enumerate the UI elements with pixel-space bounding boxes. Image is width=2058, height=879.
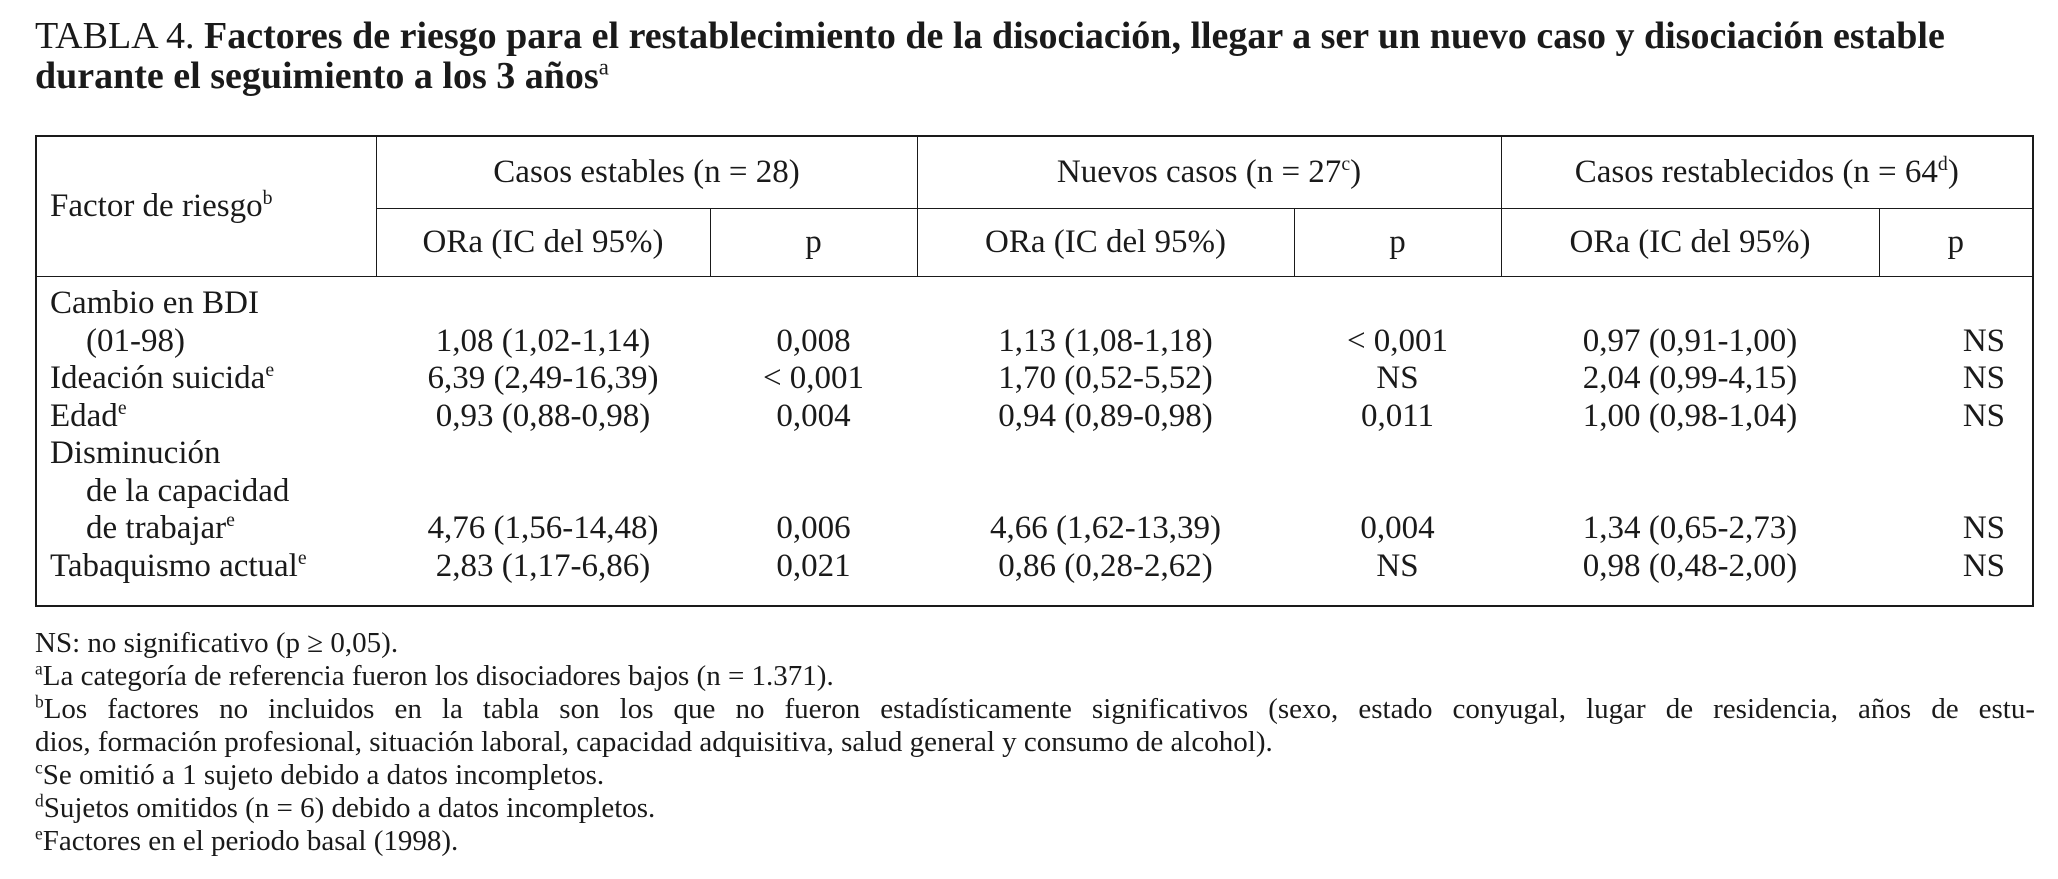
table-body <box>36 277 2033 607</box>
risk-factors-table <box>35 135 2034 607</box>
cell: 2,04 (0,99-4,15) <box>1582 360 1798 396</box>
cell: 0,97 (0,91-1,00) <box>1582 322 1798 359</box>
cell: 6,39 (2,49-16,39) <box>427 360 659 396</box>
row-label: Disminución <box>50 435 221 471</box>
col-stable-or <box>376 277 710 607</box>
table-title <box>35 16 2025 96</box>
title-text: Factores de riesgo para el restablecimiento de la disociación, llegar a ser un nuevo caso y disociación estable durante el seguimiento a los 3 años <box>35 15 1945 97</box>
col-new-or <box>917 277 1294 607</box>
sub-header-p: p <box>1294 209 1501 277</box>
sub-header-p: p <box>1879 209 2033 277</box>
footnote-b-line2: dios, formación profesional, situación laboral, capacidad adquisitiva, salud general y consumo de alcohol). <box>35 726 1273 758</box>
cell: NS <box>1962 360 2006 396</box>
cell: 1,00 (0,98-1,04) <box>1582 397 1798 434</box>
group-header-stable: Casos estables (n = 28) <box>376 136 917 209</box>
footnote-ns: NS: no significativo (p ≥ 0,05). <box>35 627 399 659</box>
cell: 0,021 <box>776 547 851 584</box>
cell: NS <box>1376 360 1419 396</box>
row-label: Edad$^e$ <box>50 396 127 434</box>
footnotes <box>35 627 2035 858</box>
cell: 1,08 (1,02-1,14) <box>435 322 651 359</box>
cell: 1,34 (0,65-2,73) <box>1582 510 1798 546</box>
cell: 2,83 (1,17-6,86) <box>435 547 651 584</box>
sub-header-or: ORa (IC del 95%) <box>1501 209 1879 277</box>
cell: 0,008 <box>776 322 851 359</box>
cell: 0,98 (0,48-2,00) <box>1582 547 1798 584</box>
cell: NS <box>1962 322 2006 359</box>
col-restored-p <box>1879 277 2033 607</box>
cell: < 0,001 <box>762 360 865 396</box>
cell: 1,70 (0,52-5,52) <box>998 360 1213 396</box>
cell: 0,004 <box>776 397 851 434</box>
footnote-b-line1: $^b$Los factores no incluidos en la tabla son los que no fueron estadísticamente significativos (sexo, estado conyugal, lugar de residencia, años de estu- <box>35 691 2035 725</box>
group-header-new: Nuevos casos $(n = 27^c)$ <box>917 136 1501 209</box>
row-label: Tabaquismo actual$^e$ <box>50 546 307 584</box>
factor-labels <box>36 277 376 607</box>
row-label: (01-98) <box>86 322 185 359</box>
cell: 0,86 (0,28-2,62) <box>998 547 1213 584</box>
title-sup: a <box>598 54 609 80</box>
footnote-a: $^a$La categoría de referencia fueron los disociadores bajos (n = 1.371). <box>35 658 834 692</box>
sub-header-or: ORa (IC del 95%) <box>917 209 1294 277</box>
cell: 0,004 <box>1360 510 1435 546</box>
factor-header: Factor de riesgo$^b$ <box>36 136 376 277</box>
cell: 1,13 (1,08-1,18) <box>998 322 1213 359</box>
cell: NS <box>1962 547 2006 584</box>
cell: NS <box>1376 547 1419 584</box>
col-restored-or <box>1501 277 1879 607</box>
row-label: de la capacidad <box>86 472 290 509</box>
cell: NS <box>1962 510 2006 546</box>
row-label: Ideación suicida$^e$ <box>50 359 275 396</box>
title-label: TABLA 4. <box>35 15 195 57</box>
footnote-e: $^e$Factores en el periodo basal (1998). <box>35 823 459 857</box>
footnote-c: $^c$Se omitió a 1 sujeto debido a datos incompletos. <box>35 757 605 791</box>
col-stable-p <box>710 277 917 607</box>
cell: 4,66 (1,62-13,39) <box>990 510 1221 546</box>
group-header-restored: Casos restablecidos $(n = 64^d)$ <box>1501 136 2033 209</box>
cell: 0,011 <box>1360 397 1435 434</box>
footnote-d: $^d$Sujetos omitidos (n = 6) debido a datos incompletos. <box>35 790 656 824</box>
col-new-p <box>1294 277 1501 607</box>
row-label: de trabajar$^e$ <box>86 509 235 546</box>
group-header-row <box>36 136 2033 209</box>
cell: 0,006 <box>776 510 851 546</box>
sub-header-or: ORa (IC del 95%) <box>376 209 710 277</box>
cell: 0,94 (0,89-0,98) <box>998 397 1213 434</box>
cell: 4,76 (1,56-14,48) <box>427 510 659 546</box>
cell: < 0,001 <box>1346 322 1449 359</box>
sub-header-p: p <box>710 209 917 277</box>
cell: 0,93 (0,88-0,98) <box>435 397 651 434</box>
cell: NS <box>1962 397 2006 434</box>
row-label: Cambio en BDI <box>50 285 259 321</box>
